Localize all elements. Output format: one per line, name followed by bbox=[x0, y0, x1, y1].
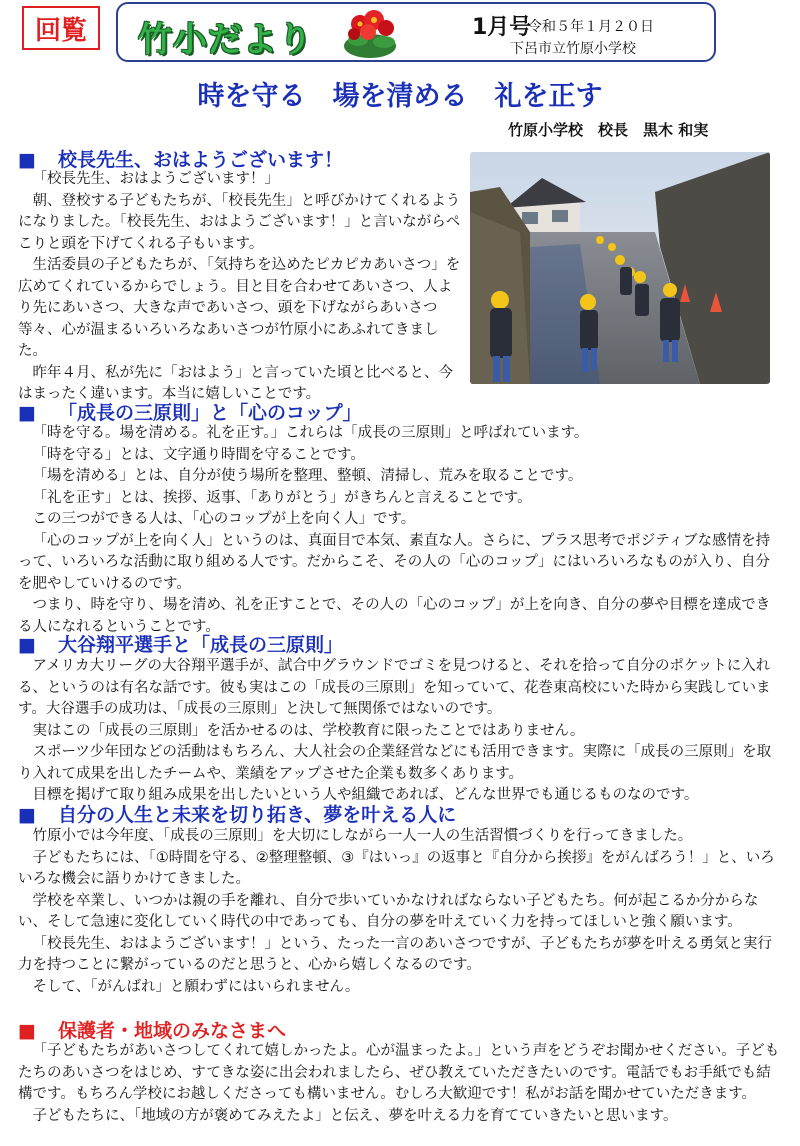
section-heading-community bbox=[18, 1016, 286, 1043]
paragraph: 「時を守る」とは、文字通り時間を守ることです。 bbox=[32, 446, 365, 463]
section-heading-text: 「成長の三原則」と「心のコップ」 bbox=[57, 402, 362, 424]
section-body-future bbox=[18, 826, 782, 998]
paragraph: 「場を清める」とは、自分が使う場所を整理、整頓、清掃し、荒みを取ることです。 bbox=[32, 468, 583, 484]
section-heading-future bbox=[18, 800, 456, 827]
paragraph: 「心のコップが上を向く人」というのは、真面目で本気、素直な人。さらに、プラス思考でポジティブな感情を持って、いろいろな活動に取り組める人です。だからこそ、その人の「心のコップ」にはいろいろなものが入り、自分を肥やしていけるのです。 bbox=[18, 532, 771, 592]
paragraph: 「礼を正す」とは、挨拶、返事、「ありがとう」がきちんと言えることです。 bbox=[32, 489, 532, 506]
paragraph: スポーツ少年団などの活動はもちろん、大人社会の企業経営などにも活用できます。実際に「成長の三原則」を取り入れて成果を出したチームや、業績をアップさせた企業も数多くあります。 bbox=[18, 744, 772, 782]
issue-date: 令和５年１月２０日 bbox=[528, 19, 654, 35]
paragraph: そして、「がんばれ」と願わずにはいられません。 bbox=[32, 978, 360, 995]
author-line: 竹原小学校 校長 黒木 和実 bbox=[508, 121, 709, 139]
paragraph: 「時を守る。場を清める。礼を正す。」これらは「成長の三原則」と呼ばれています。 bbox=[32, 425, 589, 441]
square-bullet-icon: ■ bbox=[18, 149, 36, 171]
square-bullet-icon: ■ bbox=[18, 804, 36, 826]
section-heading-text: 保護者・地域のみなさまへ bbox=[57, 1020, 286, 1042]
paragraph: 「子どもたちがあいさつしてくれて嬉しかったよ。心が温まったよ。」という声をどうぞお聞かせください。子どもたちのあいさつをはじめ、すてきな姿に出会われましたら、ぜひ教えていただきたいのです。電話でもお手紙でも結構です。もちろん学校にお越しくださっても構いません。むしろ大歓迎です！私がお話を聞かせていただきます。 bbox=[18, 1043, 780, 1102]
section-heading-ohtani bbox=[18, 630, 343, 657]
paragraph: 朝、登校する子どもたちが、「校長先生」と呼びかけてくれるようになりました。「校長先生、おはようございます！」と言いながらペこりと頭を下げてくれる子もいます。 bbox=[18, 192, 461, 252]
section-heading-text: 大谷翔平選手と「成長の三原則」 bbox=[57, 634, 343, 656]
section-body-greeting bbox=[18, 169, 464, 406]
issue-number: 1月号 bbox=[472, 15, 532, 40]
paragraph: 目標を掲げて取り組み成果を出したいという人や組織であれば、どんな世界でも通じるものなのです。 bbox=[32, 787, 699, 803]
section-heading-greeting bbox=[18, 145, 343, 172]
paragraph: 実はこの「成長の三原則」を活かせるのは、学校教育に限ったことではありません。 bbox=[32, 722, 585, 739]
square-bullet-icon: ■ bbox=[18, 634, 36, 656]
paragraph: この三つができる人は、「心のコップが上を向く人」です。 bbox=[32, 511, 416, 527]
school-name: 下呂市立竹原小学校 bbox=[510, 41, 636, 57]
paragraph: 学校を卒業し、いつかは親の手を離れ、自分で歩いていかなければならない子どもたち。何が起こるか分からない、そして急速に変化していく時代の中であっても、自分の夢を叶えていく力を持ってほしいと強く願います。 bbox=[18, 892, 759, 930]
paragraph: 昨年４月、私が先に「おはよう」と言っていた頃と比べると、今はまったく違います。本当に嬉しいことです。 bbox=[18, 364, 453, 402]
paragraph: 生活委員の子どもたちが、「気持ちを込めたピカピカあいさつ」を広めてくれているからでしょう。目と目を合わせてあいさつ、人より先にあいさつ、大きな声であいさつ、頭を下げながらあいさつ等々、心が温まるいろいろなあいさつが竹原小にあふれてきました。 bbox=[18, 257, 461, 359]
paragraph: アメリカ大リーグの大谷翔平選手が、試合中グラウンドでゴミを見つけると、それを拾って自分のポケットに入れる、というのは有名な話です。彼も実はこの「成長の三原則」を知っていて、花巻東高校にいた時から実践しています。大谷選手の成功は、「成長の三原則」と決して無関係ではないのです。 bbox=[18, 658, 771, 717]
paragraph: 「校長先生、おはようございます！」という、たった一言のあいさつですが、子どもたちが夢を叶える勇気と実行力を持つことに繋がっているのだと思うと、心から嬉しくなるのです。 bbox=[18, 935, 772, 973]
paragraph: 子どもたちには、「①時間を守る、②整理整頓、③『はいっ』の返事と『自分から挨拶』をがんばろう！」と、いろいろな機会に語りかけてきました。 bbox=[18, 849, 775, 887]
circulation-stamp: 回覧 bbox=[22, 6, 100, 50]
paragraph: 竹原小では今年度、「成長の三原則」を大切にしながら一人一人の生活習慣づくりを行ってきました。 bbox=[32, 828, 693, 844]
square-bullet-icon: ■ bbox=[18, 402, 36, 424]
section-heading-text: 自分の人生と未来を切り拓き、夢を叶える人に bbox=[57, 804, 457, 826]
school-motto: 時を守る 場を清める 礼を正す bbox=[197, 81, 603, 112]
square-bullet-icon: ■ bbox=[18, 1020, 36, 1042]
section-body-community bbox=[18, 1041, 782, 1127]
paragraph: つまり、時を守り、場を清め、礼を正すことで、その人の「心のコップ」が上を向き、自分の夢や目標を達成できる人になれるということです。 bbox=[18, 597, 771, 635]
paragraph: 「校長先生、おはようございます！」 bbox=[32, 171, 279, 187]
students-walking-photo bbox=[470, 152, 770, 384]
section-body-ohtani bbox=[18, 656, 782, 807]
section-heading-text: 校長先生、おはようございます！ bbox=[57, 149, 343, 171]
red-flower-illustration bbox=[340, 6, 400, 60]
section-heading-three-principles bbox=[18, 398, 362, 425]
section-body-three-principles bbox=[18, 423, 782, 638]
masthead-title: 竹小だより bbox=[138, 20, 313, 60]
newsletter-header bbox=[116, 2, 716, 62]
paragraph: 子どもたちに、「地域の方が褒めてみえたよ」と伝え、夢を叶える力を育てていきたいと思います。 bbox=[32, 1107, 678, 1124]
